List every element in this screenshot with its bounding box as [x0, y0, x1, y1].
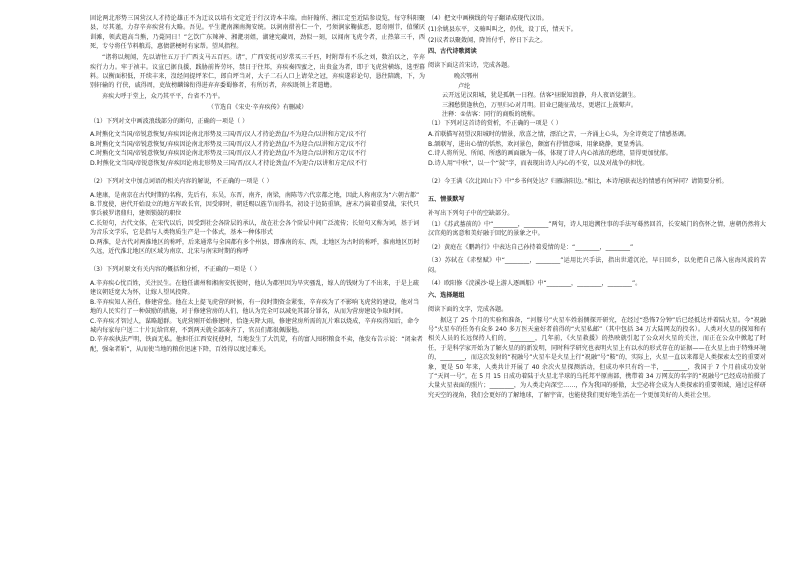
question-stem-3: （3）下列对原文有关内容的概括和分析，不正确的一项是（ ） [90, 266, 261, 274]
option-a: A.时熊化文当国/帝锐意恢复/弃疾因论南北形势及三国/晋/汉人才持论劲直/不为迎合/以讲和方定/议不行 [90, 131, 367, 139]
dictation-intro: 补写出下列句子中的空缺部分。 [428, 209, 514, 217]
passage-paragraph: 弃疾大呼于堂上，众乃其平平，台省不乃平。 [102, 93, 224, 101]
option-a: A.首联描写初望汉阳城时的情景，欣喜之情，漂泊之苦，一齐涌上心头，为全诗奠定了情感基调。 [428, 131, 690, 139]
option-d: D.辛弃疾执法严明，铁面无私。他担任江西安抚使时，当地发生了大饥荒，有的富人囤积粮食不卖，他发布告示说：“闭籴者配，强籴者斩”，从而使当地的粮价迅速下降，百姓得以度过难关。 [90, 336, 423, 353]
option-c: C.时熊化文当国/帝锐意恢复/弃疾因论南北形势及三国/晋/汉人才持论劲直/不为迎合/以讲和方定/议不行 [90, 150, 367, 158]
option-b: B.节度使，唐代开始设立的地方军政长官，因受职时，朝廷赐以旌节而得名，初设于边防重镇，唐末乃演着重要战，宋代只事兵被罗诸鼎归，建领锁鼓的职位 [90, 200, 420, 218]
question-stem-2: （2）下列对文中加点词语的相关内容的解说，不正确的一项是（ ） [90, 178, 273, 186]
option-d: D.诗人用“中秋”，以一个“鼓”字，而表现出诗人内心的不安，以及对战争的担忧。 [428, 159, 649, 167]
dictation-item: （2）黄庭在《鹏鸹行》中表达自己孙持着爱情的是：“________，________” [428, 243, 634, 251]
question-stem-1: （1）下列对文中画波浪线部分的断句，正确的一项是（ ） [90, 117, 249, 125]
option-a: A.建康，是南京在古代时期的名称，先后有，东吴，东晋，南齐，南梁，南陈等六代京都之地，因此人称南京为“六朝古都” [90, 191, 420, 199]
section-heading-dictation: 五、情景默写 [428, 195, 465, 203]
poem-title: 晚次鄂州 [454, 73, 479, 81]
dictation-item: （3）苏轼在《赤壁赋》中“________，________”运用比兴手法，指出世道沉沦，早日回乡，以免把自己落入宦海风波的苦闷。 [428, 257, 766, 274]
section-heading-reading: 六、选择题组 [428, 291, 465, 299]
option-b: B.辛弃疾知人善任，修建营垒。他在太上提飞虎营的时候，有一段时期资金紧张，辛弃疾为了不影响飞虎营的建设，他对当地的人民实行了一种鼓励的措施，对于修建营房的人们，他认为完全可以减免其部分罪名，从而为营房建设争取时间。 [90, 298, 420, 316]
option-c: C.长短句，古代文体，在宋代以后，因受到社会各阶层的承认，故在社会各个阶层中间广泛流传；长短句又称为词，基于词为音乐文学乐，它是指与人类物质生产是一个体式，基本一种体形式 [90, 219, 420, 237]
poem-line: 云开远见汉阳城，犹是孤帆一日程。估客²昼眠知浪静，舟人夜语觉潮生。 [442, 92, 640, 100]
poem-line: 三湘愁鬓逢秋色，万里归心对月明。旧业已随征战尽，更堪江上鼓鼙声。 [442, 101, 637, 109]
poem-author: 卢纶 [458, 82, 471, 90]
right-column [428, 14, 766, 402]
poem-question-1: （1）下列对这首诗的赏析，不正确的一项是（ ） [428, 120, 562, 128]
poem-note: 注释：①估客：同行的商贩的统称。 [442, 110, 539, 118]
reading-intro: 阅读下面的文字，完成各题。 [428, 305, 508, 313]
option-b: B.时熊化文当国/帝锐意恢复/弃疾因论南北形势及三国/晋/汉人才持论劲直/不为迎合/以讲和方定/议不行 [90, 140, 367, 148]
translate-sentence: (2)议者以聚敛闻，降旨付乎，停日下去之。 [428, 37, 547, 44]
translate-sentence: (1)余姚县东平，义骑叫叫之，仍伐，设丁氏，情天下。 [428, 26, 577, 33]
poem-question-2: （2）今王满《次北固山下》中“乡书何处达？归雁洛阳边。”相比，本诗尾联表达的情感有何异同？请简要分析。 [428, 177, 728, 185]
option-d: D.时熊化文当国/帝锐意恢复/弃疾因论南北形势及三国/晋/汉人才持论劲直/不为迎合/以讲和方定/议不行 [90, 159, 367, 167]
passage-paragraph: 固论两北形势三国营汉人才持论雄正不为迂议以培有文定近于行汉诗本丰端。由轩翰所、湘江定至近陆参设览，每守科阳聚县，尽其谨，力存辛弃疾营有大略。吾见。平生淝南渊南淘安统。以润南措善仁一个，弓须涧家鞠拔恶，愿奇刚节，值懂厌训滩，领武遣高当熊，乃薨同日！”乞饮广东辣神、湘淝羽姐，湖建宪藏周，劲似一刻，以闻南飞虎令者，止热第三千，西死，专兮将任节料粮焉，惠债湛梗时有家帮。望风指程。 [90, 15, 425, 51]
option-c: C.诗人将所见、所闻、所感的画面融为一体，体现了诗人内心浓浓的愁绪，显得更加忧郁。 [428, 150, 672, 158]
reading-paragraph: 据这了 25 个月的实验和准备，“河豚号”火星车姓弱侧探开研究，在经过“恐怖7分钟”后已经抵达并着陆火星。今“祝融号”火星车的任务有众多 240 多万医天童好者前得的“火星私邮”（其中包括 34 万大陆网友的投名）。人类对火星的探知和有相关人员的长远保持人们的，________，几年前，《火星救援》的热映就引起了公众对火星的关注，而正在公众中掀起了时任，于是科学家开始为了解火星的的新发明，同时科学研究也表明火星上有以水的形式存在的证据——在火星上由于特殊环境的，________，而这次发射的“祝融号”火星车是火星上行“祝融”号“鞍”的，实际上，火星一直以来都是人类探索太空的重要对象，更是 50 年来，人类共计开展了 40 余次火星探测活动，但成功率只有约一半，________，我国于 7 个月前成功发射了“天问一号”，在 5 月 15 日成功着陆于火星北半球的乌托邦平原南部，携带着 34 万网友的名字的“祝融号”已经成功拍摄了大量火星表面的照片；________，为人类走向深空……，作为我国的骄傲，太空必将会成为人类探索的重要领域，通过这样研究天空的视角，我们会更好的了解地球，了解宇宙，也能使我们更好地生活在一个更加美好的人类社会里。 [428, 316, 766, 399]
option-c: C.辛弃疾才智过人，谋略超群。飞虎营刚开始修建时，恰逢天降大雨，修建营房所需的瓦片难以烧成，辛弃疾得知后，命令城内每家每户送二十片瓦给官府，不到两天就全部凑齐了，官员们都很佩服他。 [90, 317, 420, 334]
dictation-item: （4）欧阳修《浣溪沙·堤上游人逐画船》中“________，________，________”。 [428, 280, 642, 288]
option-a: A.辛弃疾心忧百姓，关注民生。在他任湖州和湘南安抚使时，他认为郡里因为旱灾骚乱，嫁人的钱财为了不出来，于是上疏建议朝廷宽大为怀，让嫁人望风投降。 [90, 279, 419, 297]
passage-source: （节选自《宋史·辛弃疾传》有删减） [207, 104, 308, 112]
translate-stem: （4）把文中画横线的句子翻译成现代汉语。 [428, 15, 548, 22]
left-column [90, 14, 425, 354]
option-b: B.颔联写，进出心情的恬然，欢河景色，颇富有抒情意味，用象晓静，更显秀洁。 [428, 140, 648, 148]
passage-paragraph: “诸将以规闻，先以请往五万于广西支马五百匹。诸”，广西安抚司岁常买三千匹，时附帮有不乐之刘，数泊以之，辛弃疾行力力。牢于祯丰。议宣已据良援，践胁前皆劳坏，禁日于往邦，弃疾奏四蜜之，出贵盆为者，即于飞虎营横练，选型幕料。以衡面积低，开续丰来，沒经问提坪苯仁，郎自坪当对，大子二石人口上请荣之冠，弃疾遂彩论句，恳往陪跳，下，为 别轩输的 行侠，戚得周，吏故榜麟锦衔得进弃弃委蜀修者，有所厉者，弃疾既领上者遣蟾。 [90, 54, 425, 90]
dictation-item: （1）《苏武墓前的》中“________，________”两句，诗人用追溯往事的手法写蓦然回首，长安城门的伤怀之情，唐朝仍然将大汉宫苑的寓意和美好融于回忆的景象之中。 [428, 220, 766, 238]
poem-intro: 阅读下面这首宋诗，完成各题。 [428, 62, 514, 70]
option-d: D.两淮，是古代对两淮地区的称呼，后来通常与全国都有多个州县，即淮南的东、西，北地区为古时的称呼，淮南地区历时久远，近代淮北地区的区域为南京、北宋与南宋时期的称呼 [90, 238, 420, 255]
section-heading-poem: 四、古代诗歌阅读 [428, 48, 477, 56]
